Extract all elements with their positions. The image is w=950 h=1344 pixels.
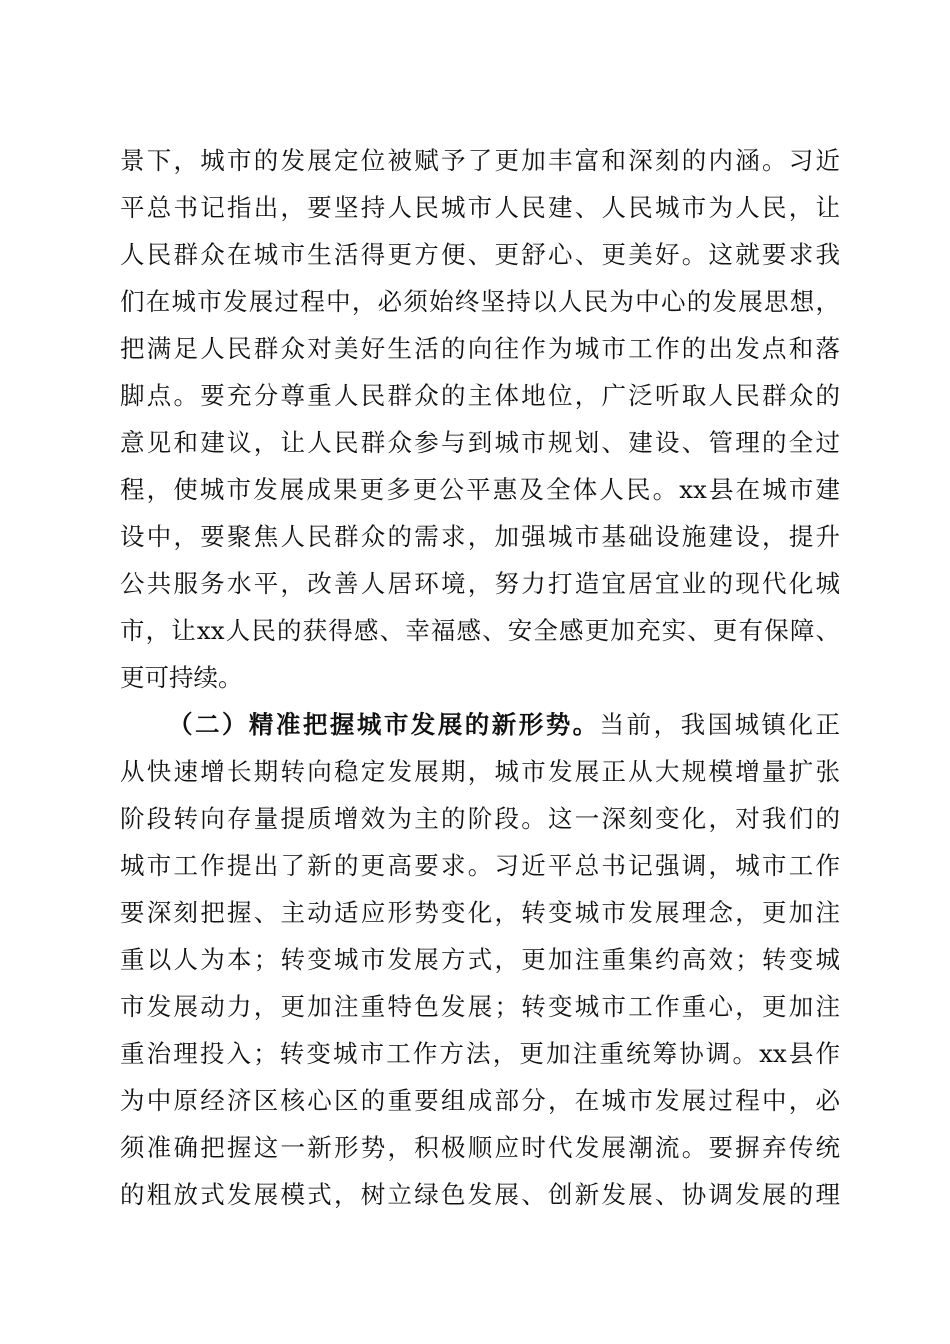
- text-line: 人民群众在城市生活得更方便、更舒心、更美好。这就要求我: [120, 240, 840, 269]
- text-line: 为中原经济区核心区的重要组成部分，在城市发展过程中，必: [120, 1086, 840, 1115]
- text-line: 重治理投入；转变城市工作方法，更加注重统筹协调。xx县作: [120, 1039, 840, 1068]
- text-line: 城市工作提出了新的更高要求。习近平总书记强调，城市工作: [120, 851, 840, 880]
- text-line: 脚点。要充分尊重人民群众的主体地位，广泛听取人民群众的: [120, 381, 840, 410]
- text-line: 平总书记指出，要坚持人民城市人民建、人民城市为人民，让: [120, 193, 840, 222]
- text-line: 景下，城市的发展定位被赋予了更加丰富和深刻的内涵。习近: [120, 146, 840, 175]
- text-line: 从快速增长期转向稳定发展期，城市发展正从大规模增量扩张: [120, 757, 840, 786]
- heading-line-text: 当前，我国城镇化正: [599, 710, 841, 739]
- text-line: 设中，要聚焦人民群众的需求，加强城市基础设施建设，提升: [120, 522, 840, 551]
- text-line: 市发展动力，更加注重特色发展；转变城市工作重心，更加注: [120, 992, 840, 1021]
- text-line: 意见和建议，让人民群众参与到城市规划、建设、管理的全过: [120, 428, 840, 457]
- text-line: 更可持续。: [120, 663, 243, 692]
- section-heading: （二）精准把握城市发展的新形势。: [168, 710, 600, 739]
- text-line: 公共服务水平，改善人居环境，努力打造宜居宜业的现代化城: [120, 569, 840, 598]
- text-line: 的粗放式发展模式，树立绿色发展、创新发展、协调发展的理: [120, 1180, 840, 1209]
- text-line: 把满足人民群众对美好生活的向往作为城市工作的出发点和落: [120, 334, 840, 363]
- section-heading-line: [168, 705, 840, 745]
- text-line: 要深刻把握、主动适应形势变化，转变城市发展理念，更加注: [120, 898, 840, 927]
- text-line: 阶段转向存量提质增效为主的阶段。这一深刻变化，对我们的: [120, 804, 840, 833]
- text-line: 市，让xx人民的获得感、幸福感、安全感更加充实、更有保障、: [120, 616, 840, 645]
- text-line: 程，使城市发展成果更多更公平惠及全体人民。xx县在城市建: [120, 475, 840, 504]
- text-line: 们在城市发展过程中，必须始终坚持以人民为中心的发展思想，: [120, 287, 840, 316]
- text-line: 重以人为本；转变城市发展方式，更加注重集约高效；转变城: [120, 945, 840, 974]
- text-line: 须准确把握这一新形势，积极顺应时代发展潮流。要摒弃传统: [120, 1133, 840, 1162]
